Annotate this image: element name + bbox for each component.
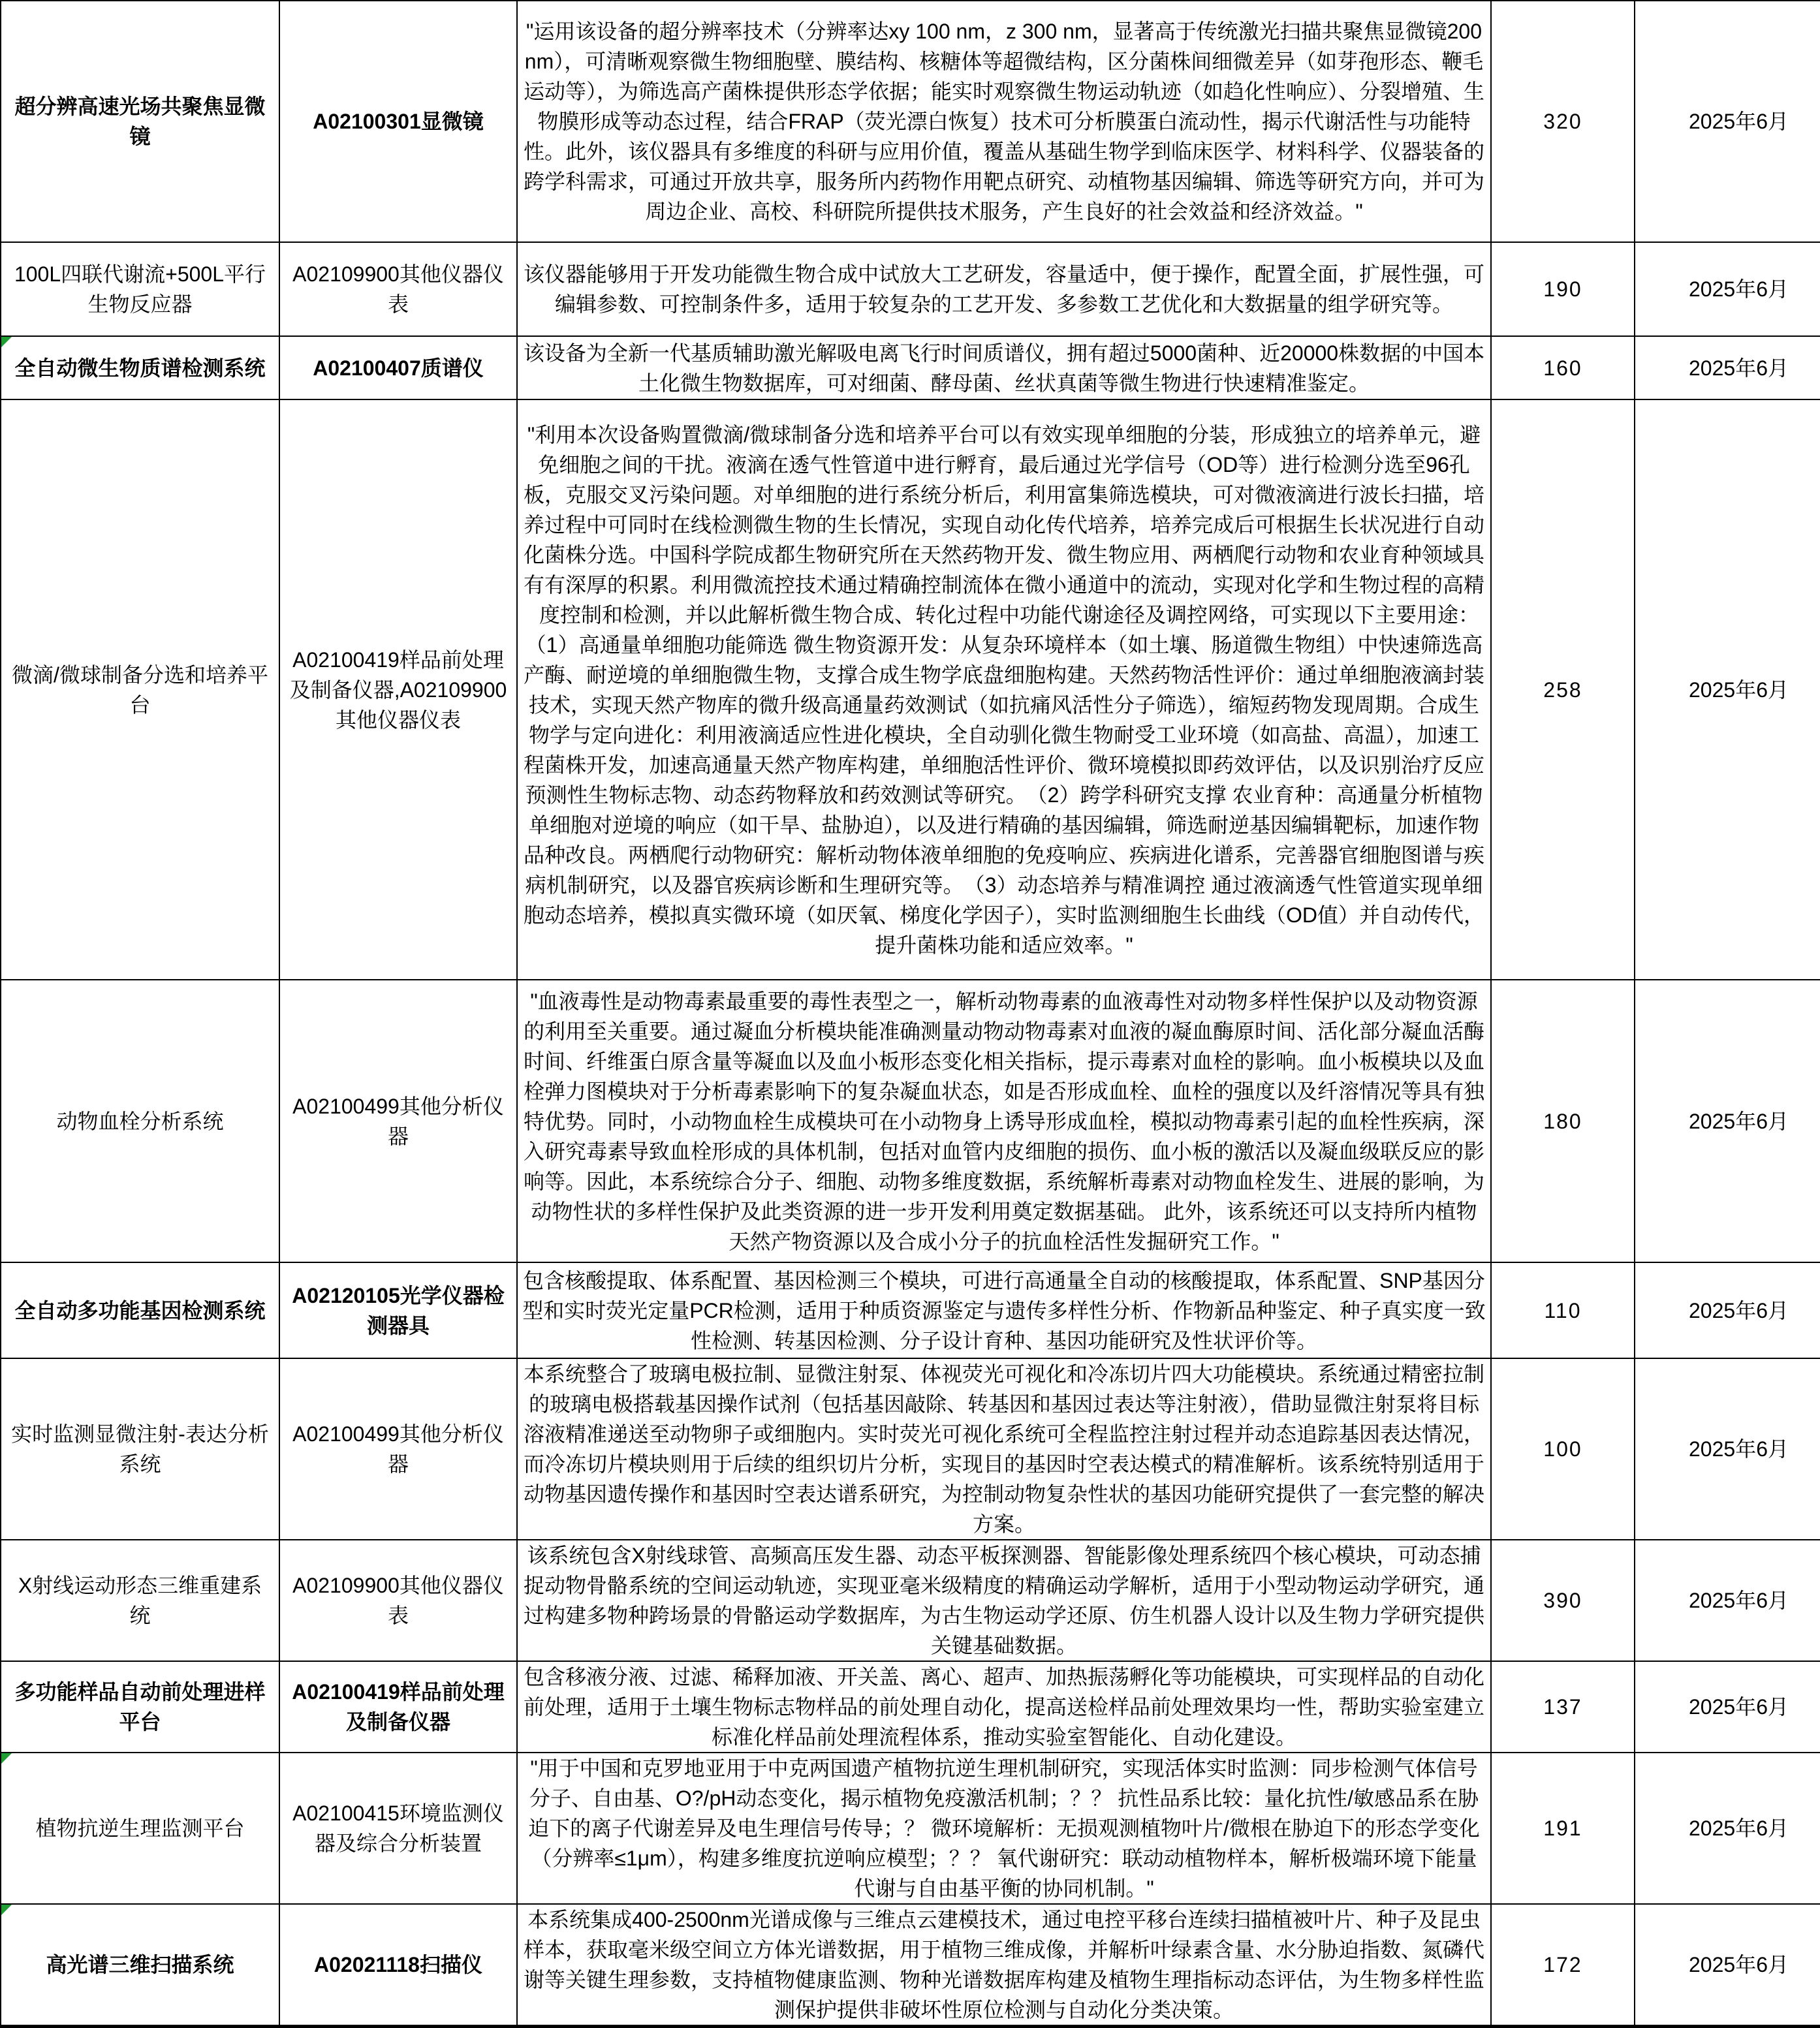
equipment-name-cell[interactable] (1, 1358, 279, 1540)
equipment-name-cell[interactable] (1, 399, 279, 980)
category-code-cell[interactable] (279, 1904, 517, 2027)
quantity-cell[interactable] (1491, 242, 1635, 336)
category-code-text: A02100415环境监测仪器及综合分析装置 (292, 1802, 504, 1855)
description-cell[interactable] (517, 1262, 1491, 1358)
date-cell[interactable] (1635, 242, 1820, 336)
date-text: 2025年6月 (1689, 277, 1789, 301)
equipment-name-cell[interactable] (1, 1540, 279, 1661)
equipment-table-body (1, 1, 1820, 2027)
description-cell[interactable] (517, 242, 1491, 336)
table-row (1, 1661, 1820, 1753)
date-cell[interactable] (1635, 1661, 1820, 1753)
equipment-name-cell[interactable] (1, 1753, 279, 1904)
date-cell[interactable] (1635, 1753, 1820, 1904)
description-cell[interactable] (517, 399, 1491, 980)
category-code-cell[interactable] (279, 1753, 517, 1904)
table-row (1, 399, 1820, 980)
date-text: 2025年6月 (1689, 678, 1789, 702)
quantity-cell[interactable] (1491, 1, 1635, 242)
equipment-name-cell[interactable] (1, 1661, 279, 1753)
quantity-text: 100 (1543, 1437, 1582, 1461)
category-code-text: A02109900其他仪器仪表 (292, 1574, 504, 1627)
description-text: 该设备为全新一代基质辅助激光解吸电离飞行时间质谱仪，拥有超过5000菌种、近20000株数据的中国本土化微生物数据库，可对细菌、酵母菌、丝状真菌等微生物进行快速精准鉴定。 (523, 341, 1485, 395)
category-code-cell[interactable] (279, 399, 517, 980)
category-code-text: A02100301显微镜 (313, 110, 484, 133)
equipment-name-cell[interactable] (1, 1904, 279, 2027)
equipment-name-text: 高光谱三维扫描系统 (46, 1953, 234, 1976)
description-text: "用于中国和克罗地亚用于中克两国遗产植物抗逆生理机制研究，实现活体实时监测：同步检测气体信号分子、自由基、O?/pH动态变化，揭示植物免疫激活机制；？？ 抗性品系比较：量化抗性/敏感品系在胁迫下的离子代谢差异及电生理信号传导；？ 微环境解析：无损观测植物叶片/微根在胁迫下的形态学变化（分辨率≤1μm），构建多维度抗逆响应模型；？？ 氧代谢研究：联动动植物样本，解析极端环境下能量代谢与自由基平衡的协同机制。" (528, 1756, 1480, 1900)
date-cell[interactable] (1635, 1, 1820, 242)
description-cell[interactable] (517, 1904, 1491, 2027)
quantity-cell[interactable] (1491, 399, 1635, 980)
category-code-text: A02100419样品前处理及制备仪器 (292, 1680, 505, 1734)
table-row (1, 1262, 1820, 1358)
quantity-cell[interactable] (1491, 1540, 1635, 1661)
date-cell[interactable] (1635, 399, 1820, 980)
date-text: 2025年6月 (1689, 1953, 1789, 1976)
category-code-cell[interactable] (279, 336, 517, 399)
equipment-name-text: 超分辨高速光场共聚焦显微镜 (14, 95, 266, 148)
quantity-text: 160 (1543, 356, 1582, 380)
equipment-name-text: 全自动多功能基因检测系统 (14, 1298, 266, 1322)
quantity-cell[interactable] (1491, 1753, 1635, 1904)
equipment-name-text: 植物抗逆生理监测平台 (35, 1817, 245, 1840)
table-row (1, 1358, 1820, 1540)
category-code-text: A02100499其他分析仪器 (292, 1094, 504, 1148)
quantity-text: 320 (1543, 110, 1582, 133)
description-text: 该系统包含X射线球管、高频高压发生器、动态平板探测器、智能影像处理系统四个核心模块，可动态捕捉动物骨骼系统的空间运动轨迹，实现亚毫米级精度的精确运动学解析，适用于小型动物运动学研究，通过构建多物种跨场景的骨骼运动学数据库，为古生物运动学还原、仿生机器人设计以及生物力学研究提供关键基础数据。 (523, 1544, 1484, 1657)
date-cell[interactable] (1635, 1904, 1820, 2027)
equipment-name-text: 全自动微生物质谱检测系统 (14, 356, 266, 380)
date-cell[interactable] (1635, 980, 1820, 1262)
quantity-text: 180 (1543, 1109, 1582, 1133)
description-text: 该仪器能够用于开发功能微生物合成中试放大工艺研发，容量适中，便于操作，配置全面，扩展性强，可编辑参数、可控制条件多，适用于较复杂的工艺开发、多参数工艺优化和大数据量的组学研究等。 (523, 262, 1484, 316)
green-corner-marker (1, 1753, 12, 1764)
green-corner-marker (1, 337, 12, 347)
table-row (1, 980, 1820, 1262)
date-text: 2025年6月 (1689, 1437, 1789, 1461)
date-cell[interactable] (1635, 1540, 1820, 1661)
equipment-name-text: X射线运动形态三维重建系统 (18, 1574, 262, 1627)
equipment-name-cell[interactable] (1, 1262, 279, 1358)
equipment-name-cell[interactable] (1, 242, 279, 336)
equipment-name-text: 动物血栓分析系统 (56, 1109, 224, 1133)
table-row (1, 1904, 1820, 2027)
quantity-text: 137 (1543, 1695, 1582, 1719)
date-cell[interactable] (1635, 336, 1820, 399)
description-text: "运用该设备的超分辨率技术（分辨率达xy 100 nm，z 300 nm，显著高于传统激光扫描共聚焦显微镜200nm），可清晰观察微生物细胞壁、膜结构、核糖体等超微结构，区分菌株间细微差异（如芽孢形态、鞭毛运动等），为筛选高产菌株提供形态学依据；能实时观察微生物运动轨迹（如趋化性响应）、分裂增殖、生物膜形成等动态过程，结合FRAP（荧光漂白恢复）技术可分析膜蛋白流动性，揭示代谢活性与功能特性。此外，该仪器具有多维度的科研与应用价值，覆盖从基础生物学到临床医学、材料科学、仪器装备的跨学科需求，可通过开放共享，服务所内药物作用靶点研究、动植物基因编辑、筛选等研究方向，并可为周边企业、高校、科研院所提供技术服务，产生良好的社会效益和经济效益。" (523, 20, 1484, 223)
description-cell[interactable] (517, 980, 1491, 1262)
date-text: 2025年6月 (1689, 110, 1789, 133)
date-text: 2025年6月 (1689, 1817, 1789, 1840)
quantity-text: 110 (1544, 1298, 1582, 1322)
equipment-name-cell[interactable] (1, 336, 279, 399)
category-code-cell[interactable] (279, 1, 517, 242)
category-code-text: A02100419样品前处理及制备仪器,A02109900其他仪器仪表 (289, 647, 507, 732)
description-cell[interactable] (517, 1, 1491, 242)
equipment-name-text: 实时监测显微注射-表达分析系统 (11, 1422, 269, 1476)
quantity-text: 190 (1543, 277, 1582, 301)
green-corner-marker (1, 1905, 12, 1915)
date-cell[interactable] (1635, 1358, 1820, 1540)
date-text: 2025年6月 (1689, 1589, 1789, 1612)
quantity-text: 172 (1543, 1953, 1582, 1976)
quantity-text: 191 (1543, 1817, 1582, 1840)
category-code-cell[interactable] (279, 1540, 517, 1661)
equipment-name-text: 多功能样品自动前处理进样平台 (14, 1680, 266, 1734)
description-text: 包含移液分液、过滤、稀释加液、开关盖、离心、超声、加热振荡孵化等功能模块，可实现样品的自动化前处理，适用于土壤生物标志物样品的前处理自动化，提高送检样品前处理效果均一性，帮助实验室建立标准化样品前处理流程体系，推动实验室智能化、自动化建设。 (523, 1665, 1484, 1749)
equipment-name-text: 100L四联代谢流+500L平行生物反应器 (14, 262, 266, 316)
quantity-cell[interactable] (1491, 1661, 1635, 1753)
category-code-text: A02021118扫描仪 (314, 1953, 482, 1976)
category-code-cell[interactable] (279, 242, 517, 336)
quantity-cell[interactable] (1491, 1904, 1635, 2027)
category-code-cell[interactable] (279, 1358, 517, 1540)
table-row (1, 242, 1820, 336)
equipment-name-cell[interactable] (1, 980, 279, 1262)
description-text: 包含核酸提取、体系配置、基因检测三个模块，可进行高通量全自动的核酸提取，体系配置、SNP基因分型和实时荧光定量PCR检测，适用于种质资源鉴定与遗传多样性分析、作物新品种鉴定、种子真实度一致性检测、转基因检测、分子设计育种、基因功能研究及性状评价等。 (522, 1268, 1486, 1352)
table-row (1, 1753, 1820, 1904)
equipment-name-cell[interactable] (1, 1, 279, 242)
quantity-cell[interactable] (1491, 336, 1635, 399)
quantity-text: 390 (1543, 1589, 1582, 1612)
date-cell[interactable] (1635, 1262, 1820, 1358)
description-cell[interactable] (517, 1540, 1491, 1661)
equipment-name-text: 微滴/微球制备分选和培养平台 (12, 663, 268, 717)
table-row (1, 1540, 1820, 1661)
category-code-text: A02109900其他仪器仪表 (292, 262, 504, 316)
description-cell[interactable] (517, 1358, 1491, 1540)
quantity-cell[interactable] (1491, 1358, 1635, 1540)
description-cell[interactable] (517, 336, 1491, 399)
date-text: 2025年6月 (1689, 1695, 1789, 1719)
table-row (1, 336, 1820, 399)
date-text: 2025年6月 (1689, 1109, 1789, 1133)
date-text: 2025年6月 (1689, 1298, 1789, 1322)
description-cell[interactable] (517, 1753, 1491, 1904)
description-text: 本系统整合了玻璃电极拉制、显微注射泵、体视荧光可视化和冷冻切片四大功能模块。系统通过精密拉制的玻璃电极搭载基因操作试剂（包括基因敲除、转基因和基因过表达等注射液），借助显微注射泵将目标溶液精准递送至动物卵子或细胞内。实时荧光可视化系统可全程监控注射过程并动态追踪基因表达情况，而冷冻切片模块则用于后续的组织切片分析，实现目的基因时空表达模式的精准解析。该系统特别适用于动物基因遗传操作和基因时空表达谱系研究，为控制动物复杂性状的基因功能研究提供了一套完整的解决方案。 (523, 1362, 1484, 1536)
category-code-cell[interactable] (279, 980, 517, 1262)
description-text: 本系统集成400-2500nm光谱成像与三维点云建模技术，通过电控平移台连续扫描植被叶片、种子及昆虫样本，获取毫米级空间立方体光谱数据，用于植物三维成像，并解析叶绿素含量、水分胁迫指数、氮磷代谢等关键生理参数，支持植物健康监测、物种光谱数据库构建及植物生理指标动态评估，为生物多样性监测保护提供非破坏性原位检测与自动化分类决策。 (523, 1908, 1484, 2021)
description-text: "血液毒性是动物毒素最重要的毒性表型之一，解析动物毒素的血液毒性对动物多样性保护以及动物资源的利用至关重要。通过凝血分析模块能准确测量动物动物毒素对血液的凝血酶原时间、活化部分凝血活酶时间、纤维蛋白原含量等凝血以及血小板形态变化相关指标，提示毒素对血栓的影响。血小板模块以及血栓弹力图模块对于分析毒素影响下的复杂凝血状态，如是否形成血栓、血栓的强度以及纤溶情况等具有独特优势。同时，小动物血栓生成模块可在小动物身上诱导形成血栓，模拟动物毒素引起的血栓性疾病，深入研究毒素导致血栓形成的具体机制，包括对血管内皮细胞的损伤、血小板的激活以及凝血级联反应的影响等。因此，本系统综合分子、细胞、动物多维度数据，系统解析毒素对动物血栓发生、进展的影响，为动物性状的多样性保护及此类资源的进一步开发利用奠定数据基础。 此外，该系统还可以支持所内植物天然产物资源以及合成小分子的抗血栓活性发掘研究工作。" (523, 989, 1484, 1253)
table-row (1, 1, 1820, 242)
quantity-text: 258 (1543, 678, 1582, 702)
category-code-cell[interactable] (279, 1262, 517, 1358)
category-code-text: A02100407质谱仪 (313, 356, 484, 380)
quantity-cell[interactable] (1491, 980, 1635, 1262)
category-code-text: A02120105光学仪器检测器具 (292, 1283, 505, 1337)
quantity-cell[interactable] (1491, 1262, 1635, 1358)
date-text: 2025年6月 (1689, 356, 1789, 380)
description-cell[interactable] (517, 1661, 1491, 1753)
category-code-text: A02100499其他分析仪器 (292, 1422, 504, 1476)
description-text: "利用本次设备购置微滴/微球制备分选和培养平台可以有效实现单细胞的分装，形成独立的培养单元，避免细胞之间的干扰。液滴在透气性管道中进行孵育，最后通过光学信号（OD等）进行检测分选至96孔板，克服交叉污染问题。对单细胞的进行系统分析后，利用富集筛选模块，可对微液滴进行波长扫描，培养过程中可同时在线检测微生物的生长情况，实现自动化传代培养，培养完成后可根据生长状况进行自动化菌株分选。中国科学院成都生物研究所在天然药物开发、微生物应用、两栖爬行动物和农业育种领域具有有深厚的积累。利用微流控技术通过精确控制流体在微小通道中的流动，实现对化学和生物过程的高精度控制和检测，并以此解析微生物合成、转化过程中功能代谢途径及调控网络，可实现以下主要用途： （1）高通量单细胞功能筛选 微生物资源开发：从复杂环境样本（如土壤、肠道微生物组）中快速筛选高产酶、耐逆境的单细胞微生物，支撑合成生物学底盘细胞构建。天然药物活性评价：通过单细胞液滴封装技术，实现天然产物库的微升级高通量药效测试（如抗痛风活性分子筛选），缩短药物发现周期。合成生物学与定向进化：利用液滴适应性进化模块，全自动驯化微生物耐受工业环境（如高盐、高温），加速工程菌株开发，加速高通量天然产物库构建，单细胞活性评价、微环境模拟即药效评估，以及识别治疗反应预测性生物标志物、动态药物释放和药效测试等研究。 （2）跨学科研究支撑 农业育种：高通量分析植物单细胞对逆境的响应（如干旱、盐胁迫），以及进行精确的基因编辑，筛选耐逆基因编辑靶标，加速作物品种改良。两栖爬行动物研究：解析动物体液单细胞的免疫响应、疾病进化谱系，完善器官细胞图谱与疾病机制研究，以及器官疾病诊断和生理研究等。 （3）动态培养与精准调控 通过液滴透气性管道实现单细胞动态培养，模拟真实微环境（如厌氧、梯度化学因子），实时监测细胞生长曲线（OD值）并自动传代，提升菌株功能和适应效率。" (523, 422, 1490, 957)
category-code-cell[interactable] (279, 1661, 517, 1753)
